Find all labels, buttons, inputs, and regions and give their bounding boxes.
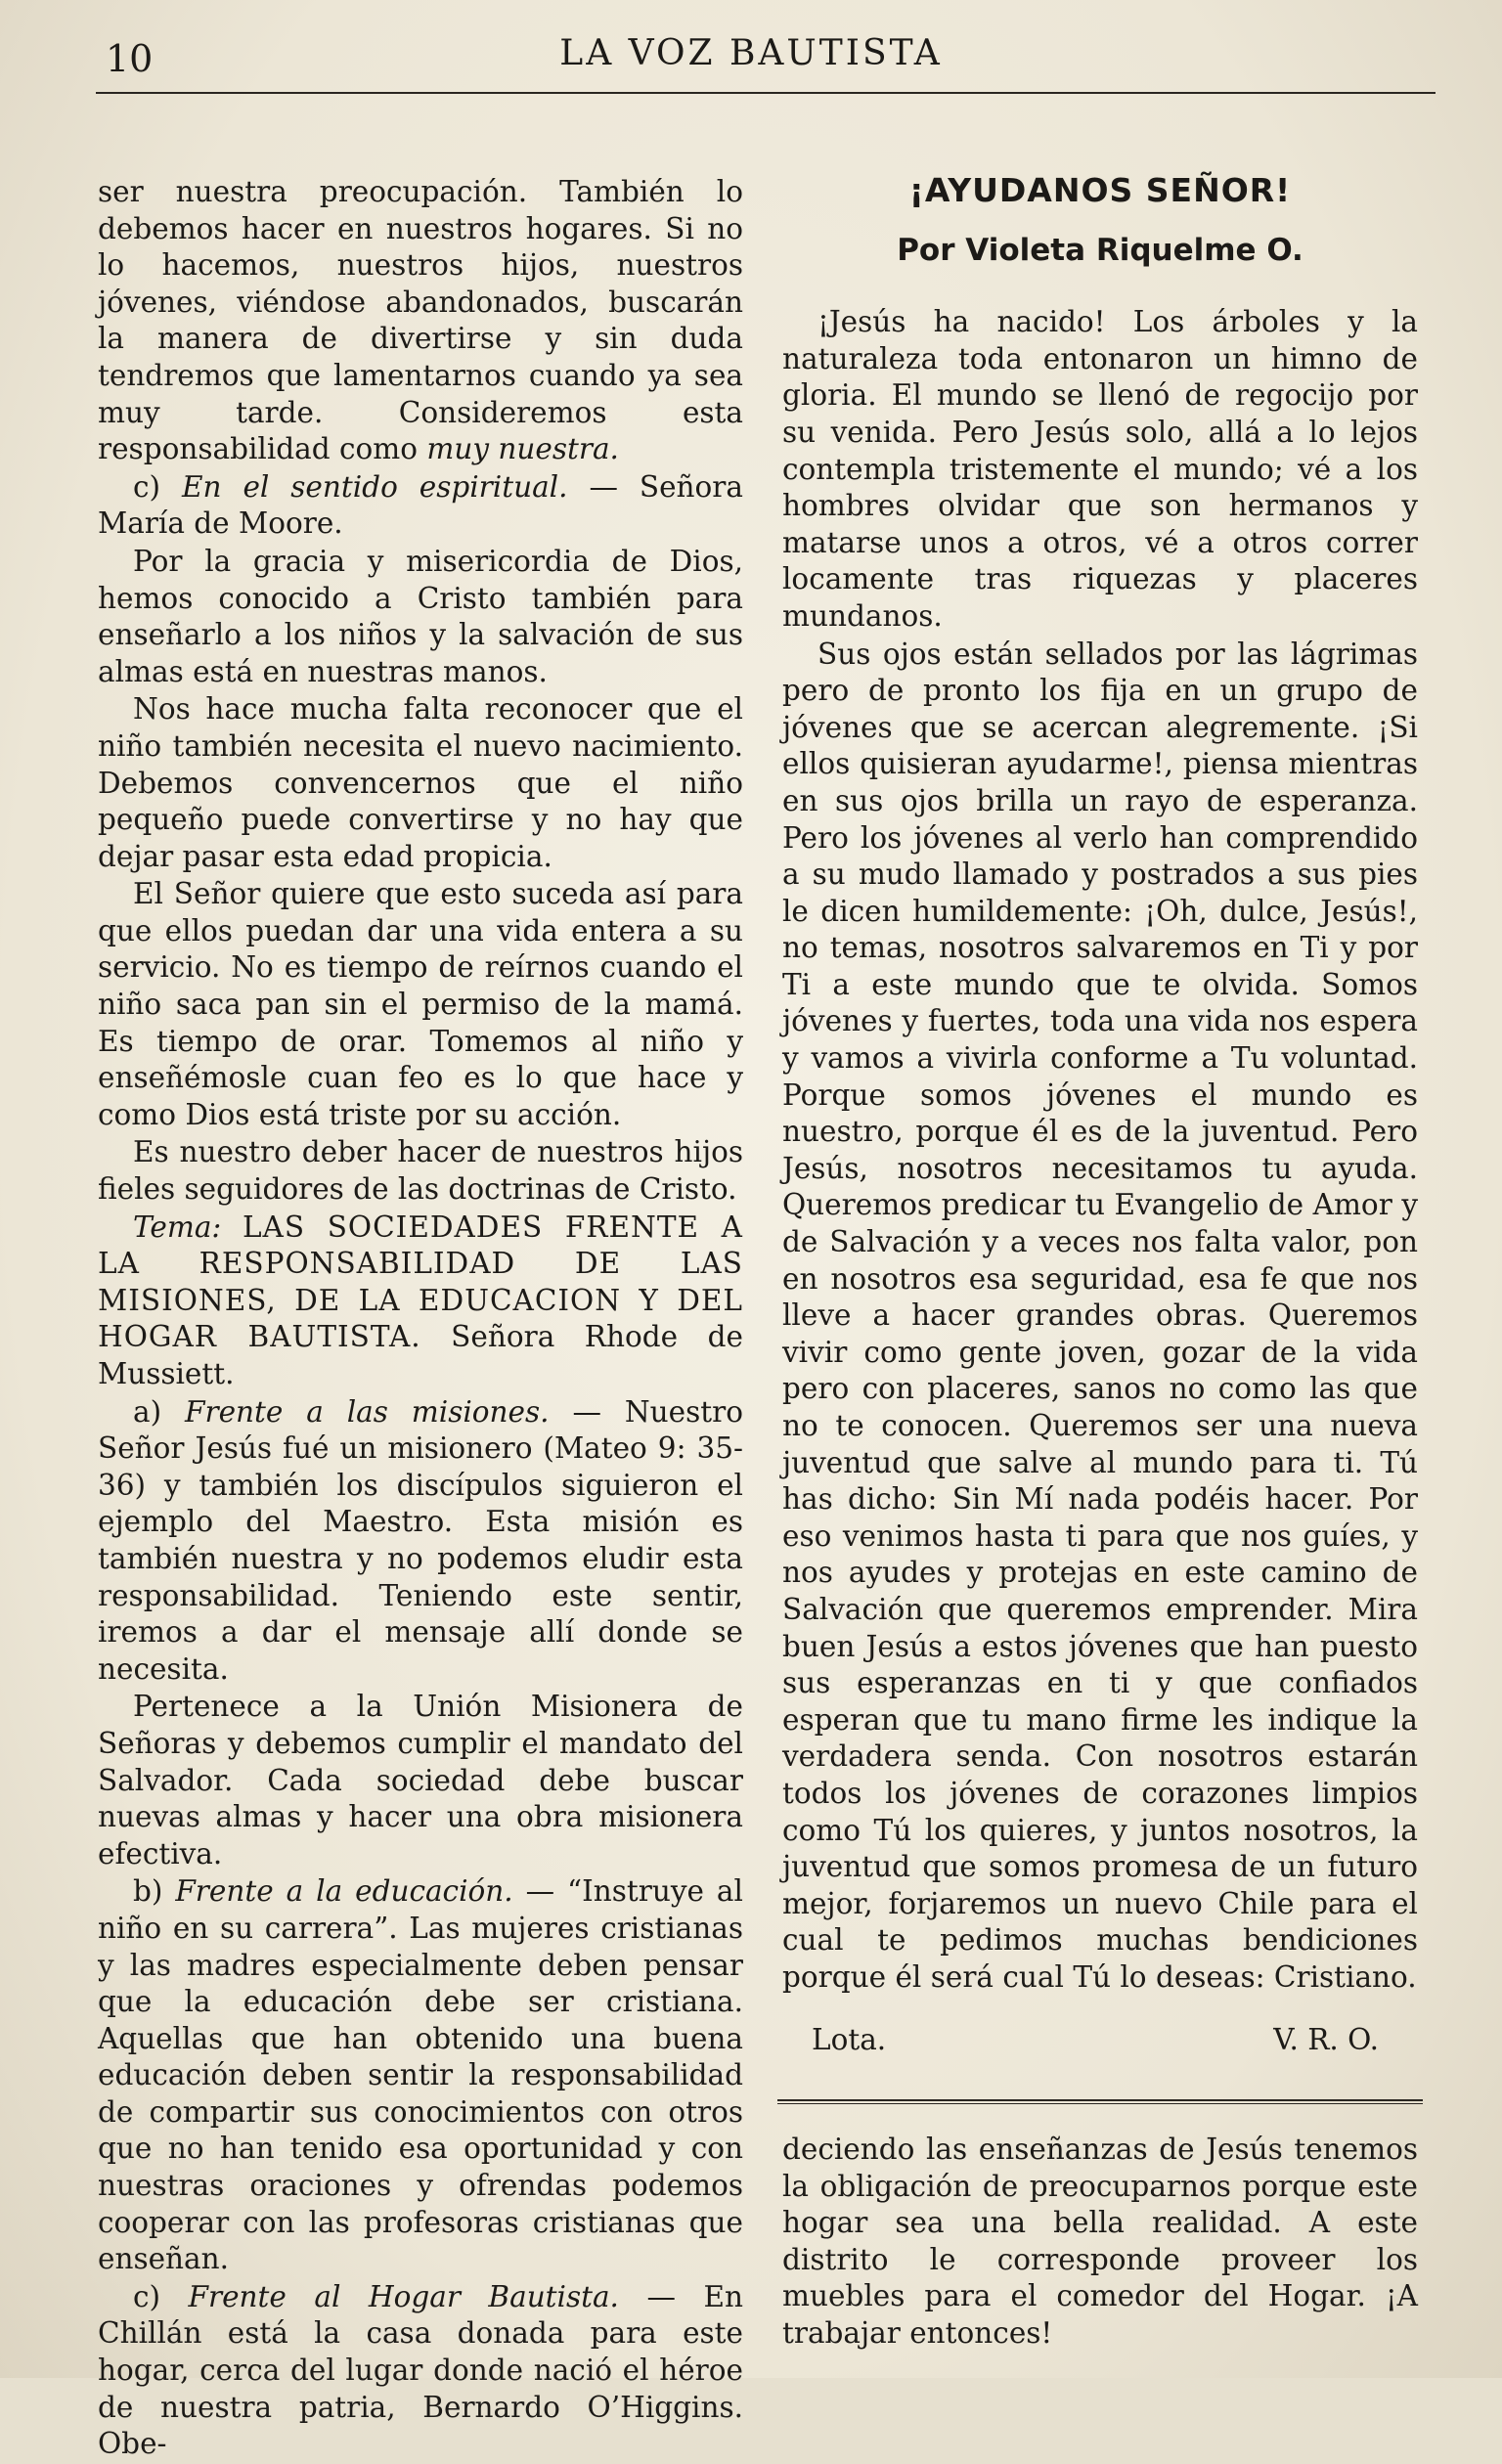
signature-place: Lota. [812, 2022, 887, 2056]
running-head: LA VOZ BAUTISTA [559, 33, 943, 73]
left-column [98, 174, 743, 2464]
page-number: 10 [106, 37, 154, 80]
paragraph: Por la gracia y misericordia de Dios, hemos conocido a Cristo también para enseñarlo a los niños y la salvación de sus almas está en nuestras manos. [98, 544, 743, 688]
paragraph: Nos hace mucha falta reconocer que el niño también necesita el nuevo nacimiento. Debemos convencernos que el niño pequeño puede convertirse y no hay que dejar pasar esta edad propicia. [98, 692, 743, 873]
paragraph: El Señor quiere que esto suceda así para que ellos puedan dar una vida entera a su servicio. No es tiempo de reírnos cuando el niño saca pan sin el permiso de la mamá. Es tiempo de orar. Tomemos al niño y enseñémosle cuan feo es lo que hace y como Dios está triste por su acción. [98, 877, 743, 1131]
paragraph: ser nuestra preocupación. También lo debemos hacer en nuestros hogares. Si no lo hacemos, nuestros hijos, nuestros jóvenes, viéndose abandonados, buscarán la manera de divertirse y sin duda tendremos que lamentarnos cuando ya sea muy tarde. Consideremos esta responsabilidad como muy nuestra. [98, 175, 743, 466]
paragraph: a) Frente a las misiones. — Nuestro Señor Jesús fué un misionero (Mateo 9: 35-36) y también los discípulos siguieron el ejemplo del Maestro. Esta misión es también nuestra y no podemos eludir esta responsabilidad. Teniendo este sentir, iremos a dar el mensaje allí donde se necesita. [98, 1394, 743, 1686]
section-heading: c) En el sentido espiritual. — Señora María de Moore. [98, 469, 743, 541]
header-rule [96, 92, 1436, 94]
signature [782, 2022, 1418, 2059]
article-author: Por Violeta Riquelme O. [897, 232, 1303, 268]
tema-heading: Tema: LAS SOCIEDADES FRENTE A LA RESPONSABILIDAD DE LAS MISIONES, DE LA EDUCACION Y DEL HOGAR BAUTISTA. Señora Rhode de Mussiett. [98, 1210, 743, 1390]
paragraph: ¡Jesús ha nacido! Los árboles y la naturaleza toda entonaron un himno de gloria. El mundo se llenó de regocijo por su venida. Pero Jesús solo, allá a lo lejos contempla tristemente el mundo; vé a los hombres olvidar que son hermanos y matarse unos a otros, vé a otros correr locamente tras riquezas y placeres mundanos. [782, 305, 1418, 633]
emphasis: muy nuestra. [426, 432, 619, 466]
paragraph: Sus ojos están sellados por las lágrimas pero de pronto los fija en un grupo de jóvenes que se acercan alegremente. ¡Si ellos quisieran ayudarme!, piensa mientras en sus ojos brilla un rayo de esperanza. Pero los jóvenes al verlo han comprendido a su mudo llamado y postrados a sus pies le dicen humildemente: ¡Oh, dulce, Jesús!, no temas, nosotros salvaremos en Ti y por Ti a este mundo que te olvida. Somos jóvenes y fuertes, toda una vida nos espera y vamos a vivirla conforme a Tu voluntad. Porque somos jóvenes el mundo es nuestro, porque él es de la juventud. Pero Jesús, nosotros necesitamos tu ayuda. Queremos predicar tu Evangelio de Amor y de Salvación y a veces nos falta valor, pon en nosotros esa seguridad, esa fe que nos lleve a hacer grandes obras. Queremos vivir como gente joven, gozar de la vida pero con placeres, sanos no como las que no te conocen. Queremos ser una nueva juventud que salve al mundo para ti. Tú has dicho: Sin Mí nada podéis hacer. Por eso venimos hasta ti para que nos guíes, y nos ayudes y protejas en este camino de Salvación que queremos emprender. Mira buen Jesús a estos jóvenes que han puesto sus esperanzas en ti y que confiados esperan que tu mano firme les indique la verdadera senda. Con nosotros estarán todos los jóvenes de corazones limpios como Tú los quieres, y juntos nosotros, la juventud que somos promesa de un futuro mejor, forjaremos un nuevo Chile para el cual te pedimos muchas bendiciones porque él será cual Tú lo deseas: Cristiano. [782, 637, 1418, 1994]
article-title: ¡AYUDANOS SEÑOR! [908, 171, 1292, 209]
paragraph: Pertenece a la Unión Misionera de Señoras y debemos cumplir el mandato del Salvador. Cada sociedad debe buscar nuevas almas y hacer una obra misionera efectiva. [98, 1690, 743, 1870]
paragraph: Es nuestro deber hacer de nuestros hijos fieles seguidores de las doctrinas de Cristo. [98, 1135, 743, 1207]
paragraph: b) Frente a la educación. — “Instruye al niño en su carrera”. Las mujeres cristianas y las madres especialmente deben pensar que la educación debe ser cristiana. Aquellas que han obtenido una buena educación deben sentir la responsabilidad de compartir sus conocimientos con otros que no han tenido esa oportunidad y con nuestras oraciones y ofrendas podemos cooperar con las profesoras cristianas que enseñan. [98, 1874, 743, 2276]
signature-initials: V. R. O. [1273, 2022, 1379, 2056]
column-rule [777, 2099, 1423, 2104]
paragraph: c) Frente al Hogar Bautista. — En Chillán está la casa donada para este hogar, cerca del lugar donde nació el héroe de nuestra patria, Bernardo O’Higgins. Obe- [98, 2279, 743, 2461]
right-column [782, 172, 1418, 2354]
continuation-paragraph: deciendo las enseñanzas de Jesús tenemos la obligación de preocuparnos porque este hogar sea una bella realidad. A este distrito le corresponde proveer los muebles para el comedor del Hogar. ¡A trabajar entonces! [782, 2133, 1418, 2351]
